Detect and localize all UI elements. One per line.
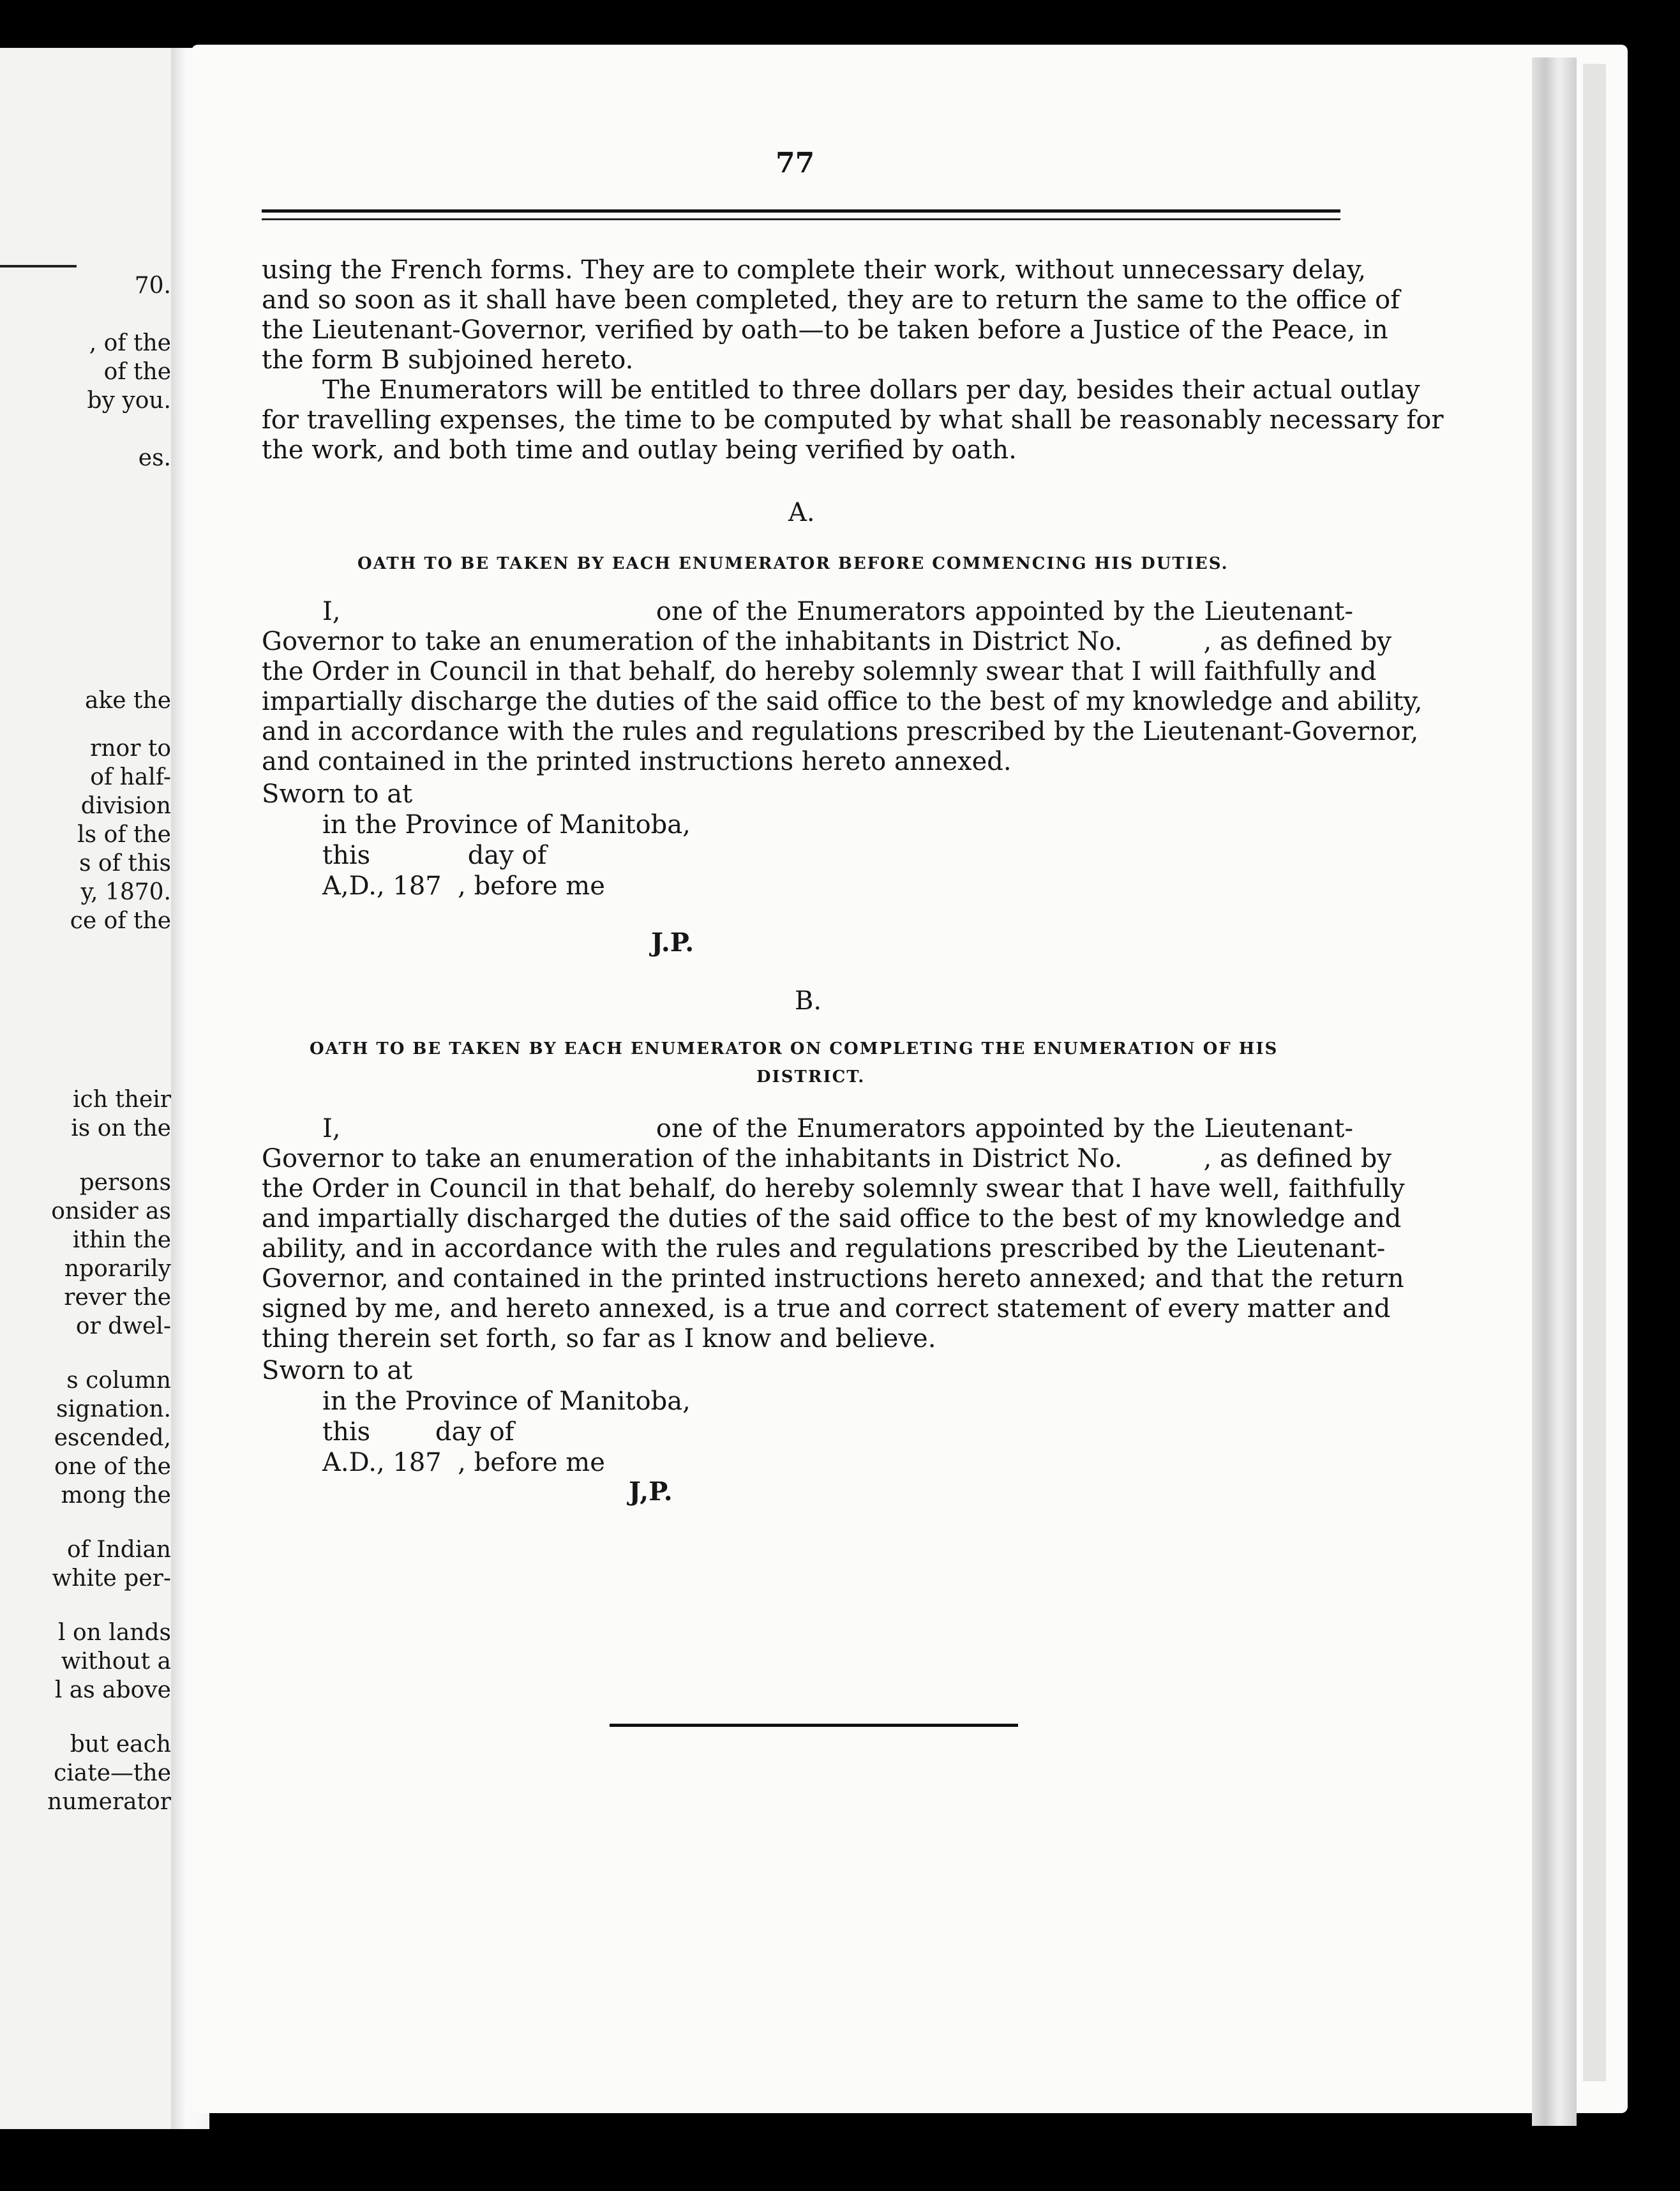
facing-page-fragment <box>0 48 172 2129</box>
text-line: and in accordance with the rules and regulations prescribed by the Lieutenant-Governor, <box>262 717 1419 746</box>
facing-page-text-fragment: onsider as <box>51 1198 171 1224</box>
facing-page-text-fragment: ciate—the <box>54 1760 171 1786</box>
facing-page-text-fragment: rever the <box>64 1284 171 1311</box>
facing-page-text-fragment: persons <box>79 1170 171 1196</box>
facing-page-text-fragment: l on lands <box>58 1620 171 1646</box>
facing-page-text-fragment: is on the <box>71 1115 171 1141</box>
facing-page-text-fragment: 70. <box>134 273 171 299</box>
text-line: Governor, and contained in the printed instructions hereto annexed; and that the return <box>262 1264 1404 1293</box>
facing-page-text-fragment: of the <box>103 359 171 385</box>
text-line: signed by me, and hereto annexed, is a true and correct statement of every matter and <box>262 1294 1391 1323</box>
sworn-to: Sworn to at <box>262 779 413 809</box>
text-line: the Order in Council in that behalf, do hereby solemnly swear that I have well, faithfully <box>262 1174 1405 1203</box>
day-line: this day of <box>322 1417 514 1447</box>
facing-page-text-fragment: ce of the <box>70 908 171 934</box>
form-a-letter: A. <box>788 498 815 527</box>
text-line: ability, and in accordance with the rules and regulations prescribed by the Lieutenant- <box>262 1234 1386 1263</box>
facing-page-text-fragment: , of the <box>89 330 171 356</box>
text-line: the Order in Council in that behalf, do hereby solemnly swear that I will faithfully and <box>262 657 1377 686</box>
text-line: Governor to take an enumeration of the inhabitants in District No. , as defined by <box>262 1144 1391 1173</box>
text-line: I, one of the Enumerators appointed by the Lieutenant- <box>322 597 1353 626</box>
facing-page-text-fragment: without a <box>61 1648 171 1675</box>
facing-page-text-fragment: rnor to <box>90 735 171 762</box>
text-line: I, one of the Enumerators appointed by the Lieutenant- <box>322 1114 1353 1143</box>
text-line: Governor to take an enumeration of the inhabitants in District No. , as defined by <box>262 627 1391 656</box>
sworn-to: Sworn to at <box>262 1356 413 1385</box>
text-line: impartially discharge the duties of the said office to the best of my knowledge and ability, <box>262 687 1423 716</box>
pay-paragraph <box>262 375 1444 465</box>
form-a-oath <box>262 597 1423 777</box>
facing-page-text-fragment: signation. <box>56 1396 171 1422</box>
facing-page-text-fragment: s of this <box>79 850 171 877</box>
facing-page-text-fragment: escended, <box>54 1425 171 1451</box>
form-b-caption-line1: OATH TO BE TAKEN BY EACH ENUMERATOR ON COMPLETING THE ENUMERATION OF HIS <box>310 1039 1279 1058</box>
text-line: the Lieutenant-Governor, verified by oath—to be taken before a Justice of the Peace, in <box>262 315 1388 345</box>
form-b-caption-line2: DISTRICT. <box>756 1067 866 1087</box>
province-line: in the Province of Manitoba, <box>322 810 691 840</box>
text-line: The Enumerators will be entitled to three dollars per day, besides their actual outlay <box>322 375 1420 405</box>
form-a-caption: OATH TO BE TAKEN BY EACH ENUMERATOR BEFORE COMMENCING HIS DUTIES. <box>357 554 1229 573</box>
year-line: A,D., 187 , before me <box>322 871 605 901</box>
facing-page-text-fragment: ich their <box>73 1087 171 1113</box>
header-rule <box>262 209 1340 213</box>
year-line: A.D., 187 , before me <box>322 1448 605 1477</box>
page-edge <box>1532 57 1577 2126</box>
facing-page-text-fragment: white per- <box>52 1565 171 1592</box>
facing-page-text-fragment: by you. <box>87 388 171 414</box>
facing-page-text-fragment: y, 1870. <box>80 879 171 905</box>
facing-page-text-fragment: s column <box>66 1367 171 1394</box>
facing-page-text-fragment: mong the <box>61 1482 171 1509</box>
facing-page-text-fragment: ithin the <box>72 1227 171 1253</box>
form-b-jp: J,P. <box>629 1477 673 1507</box>
day-line: this day of <box>322 841 547 870</box>
text-line: using the French forms. They are to complete their work, without unnecessary delay, <box>262 255 1367 285</box>
form-b-attestation <box>262 1355 691 1478</box>
page-number: 77 <box>776 147 815 179</box>
facing-page-text-fragment: of half- <box>90 764 171 790</box>
facing-page-text-fragment: one of the <box>54 1454 171 1480</box>
facing-page-text-fragment: ls of the <box>77 822 171 848</box>
header-rule-thin <box>262 218 1340 220</box>
facing-page-text-fragment: ake the <box>85 688 171 714</box>
facing-page-text-fragment: numerator <box>47 1789 171 1815</box>
facing-page-text-fragment: but each <box>70 1731 171 1758</box>
page-edge-inner <box>1583 64 1606 2081</box>
form-b-letter: B. <box>795 986 822 1016</box>
text-line: the work, and both time and outlay being verified by oath. <box>262 435 1017 465</box>
form-a-attestation <box>262 779 691 901</box>
facing-page-text-fragment: nporarily <box>64 1256 171 1282</box>
form-a-jp: J.P. <box>651 928 694 958</box>
facing-page-text-fragment: l as above <box>54 1677 171 1703</box>
facing-page-text-fragment: es. <box>138 445 171 471</box>
intro-paragraph <box>262 255 1400 375</box>
facing-page-text-fragment: or dwel- <box>75 1313 171 1339</box>
text-line: the form B subjoined hereto. <box>262 345 634 375</box>
facing-page-rule <box>0 265 77 267</box>
text-line: thing therein set forth, so far as I know and believe. <box>262 1324 936 1353</box>
text-line: and contained in the printed instructions hereto annexed. <box>262 747 1012 776</box>
text-line: and so soon as it shall have been completed, they are to return the same to the office of <box>262 285 1400 315</box>
closing-rule <box>610 1724 1018 1727</box>
facing-page-text-fragment: division <box>80 793 171 819</box>
text-line: and impartially discharged the duties of the said office to the best of my knowledge and <box>262 1204 1402 1233</box>
province-line: in the Province of Manitoba, <box>322 1387 691 1416</box>
facing-page-text-fragment: of Indian <box>66 1537 171 1563</box>
text-line: for travelling expenses, the time to be computed by what shall be reasonably necessary for <box>262 405 1444 435</box>
form-b-oath <box>262 1114 1405 1354</box>
